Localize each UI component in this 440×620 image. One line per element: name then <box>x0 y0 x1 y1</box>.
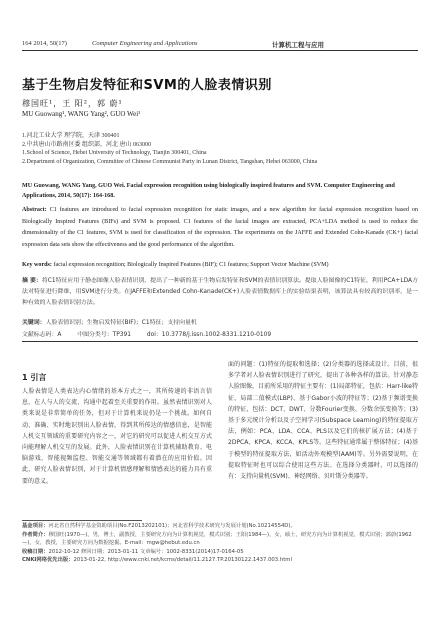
abstract-cn <box>22 276 418 308</box>
left-column-text: 人脸表情是人类表达内心情绪的基本方式之一，其所传递的非语言信息，在人与人的交流、沟通中起着至关重要的作用。虽然表情识别对人类来说是非常简单的任务，但对于计算机来说仍是一个挑战。如何自动、准确、实时地识别出人脸表情，得到其所传达的情感信息，是智能人机交互领域的重要研究内容之一，对它的研究可以促进人机交互方式向能理解人机交互的发展。此外，人脸表情识别在计算机辅助教育、电脑游戏、智能视频监控、智能交通等领域都有着潜在的应用价值。因此，研究人脸表情识别，对于计算机情感理解和情感表达的能力具有重要的意义。 <box>22 388 212 485</box>
journal-name-en: Computer Engineering and Applications <box>92 40 198 47</box>
footnotes <box>22 522 418 565</box>
affiliation-en-2: 2.Department of Organization, Committee of Chinese Communist Party in Lunan District, Tangshan, Hebei 063000, China <box>22 159 318 165</box>
header-rule <box>22 50 418 51</box>
page-number: 164 2014, 50(17) <box>22 40 67 47</box>
affiliation-cn-1: 1.河北工业大学 理学院，天津 300401 <box>22 133 120 139</box>
footnote-rule <box>22 520 142 521</box>
doi: doi：10.3778/j.issn.1002-8331.1210-0109 <box>146 332 272 338</box>
authors-en: MU Guowang¹, WANG Yang², GUO Wei¹ <box>22 110 141 118</box>
abstract-en <box>22 205 418 251</box>
section-title-introduction: 1 引言 <box>22 373 47 382</box>
journal-name-cn: 计算机工程与应用 <box>272 41 324 49</box>
abstract-cn-label: 摘 要： <box>22 278 42 284</box>
clc-number: 中图分类号：TP391 <box>77 332 131 338</box>
affiliation-en-1: 1.School of Science, Hebei University of Technology, Tianjin 300401, China <box>22 150 207 156</box>
author-footnote: 作者简介：穆国旺(1970—)，男，博士，副教授，主要研究方向为计算机视觉，模式识别；王阳(1984—)，女，硕士，研究方向为计算机视觉，模式识别；郭蔚(1962—)，女，教授，主要研究方向为数据挖掘。E-mail：mgw@hebut.edu.cn <box>22 531 412 547</box>
citation: MU Guowang, WANG Yang, GUO Wei. Facial expression recognition using biologically inspired features and SVM. Computer Engineering and Applications, 2014, 50(17): 164-168. <box>22 183 395 199</box>
keywords-cn-label: 关键词： <box>22 320 46 326</box>
keywords-cn <box>22 317 418 326</box>
cnki-footnote: CNKI网络优先出版：2013-01-22, http://www.cnki.net/kcms/detail/11.2127.TP.20130122.1437.003.html <box>22 557 292 564</box>
keywords-label: Key words: <box>22 262 52 268</box>
abstract-label: Abstract: <box>22 207 47 213</box>
abstract-rule <box>22 341 418 342</box>
article-title: 基于生物启发特征和SVM的人脸表情识别 <box>22 78 272 93</box>
document-code: 文献标志码：A <box>22 332 62 338</box>
abstract-cn-text: 将C1特征应用于静态图像人脸表情识别，提出了一种新的基于生物启发特征和SVM的表情识别算法。提取人脸图像的C1特征，利用PCA+LDA方法对特征进行降维，用SVM进行分类。在JAFFE和Extended Cohn-Kanade(CK+)人脸表情数据库上的实验结果表明，该算法具有较高的识别率，是一种有效的人脸表情识别方法。 <box>22 278 418 306</box>
right-column-text: 面的问题：(1)特征的提取和选择；(2)分类器的选择或设计。目前，很多学者对人脸表情识别进行了研究，提出了各种各样的算法。针对静态人脸图像，目前所采用的特征主要有：(1)局部特征，包括：Harr-like特征、局部二值模式(LBP)、基于Gabor小波的特征等；(2)基于频谱变换的特征，包括：DCT、DWT、分数Fourier变换、分数余弦变换等；(3)基于多元统计分析以及子空间学习(Subspace Learning)的特征提取方法，例如：PCA、LDA、CCA、PLS以及它们的核扩展方法；(4)基于2DPCA、KPCA、KCCA、KPLS等。这些特征通常属于整体特征；(4)基于模型的特征提取方法，如活动外观模型(AAM)等。另外需要说明，在提取特征时也可以综合使用这些方法。在选择分类器时，可以选择的有：支持向量机(SVM)、神经网络、贝叶斯分类器等。 <box>228 361 418 481</box>
keywords-en <box>22 262 418 268</box>
classification-row <box>22 329 418 338</box>
keywords-text: facial expression recognition; Biologically Inspired Features (BIF); C1 features; Support Vector Machine (SVM) <box>53 262 329 268</box>
affiliation-cn-2: 2.中共唐山市路南区委 组织部，河北 唐山 063000 <box>22 142 152 148</box>
authors-cn: 穆国旺¹，王 阳²，郭 蔚¹ <box>22 99 123 108</box>
dates-footnote: 收稿日期：2012-10-12 修回日期：2013-01-11 文章编号：1002-8331(2014)17-0164-05 <box>22 548 244 555</box>
fund-footnote: 基金项目：河北省自然科学基金资助项目(No.F2013202101)；河北省科学技术研究与发展计划(No.10214554D)。 <box>22 523 296 529</box>
abstract-text: C1 features are introduced to facial expression recognition for static images, and a new algorithm for facial expression recognition based on Biologically Inspired Features (BIFs) and SVM is proposed. C1 features of the facial images are extracted, PCA+LDA method is used to reduce the dimensionality of the C1 features, SVM is used for classification of the expression. The experiments on the JAFFE and Extended Cohn-Kanade (CK+) facial expression data sets show the effectiveness and the good performance of the algorithm. <box>22 207 418 248</box>
keywords-cn-text: 人脸表情识别；生物启发特征(BIF)；C1特征；支持向量机 <box>45 320 197 326</box>
